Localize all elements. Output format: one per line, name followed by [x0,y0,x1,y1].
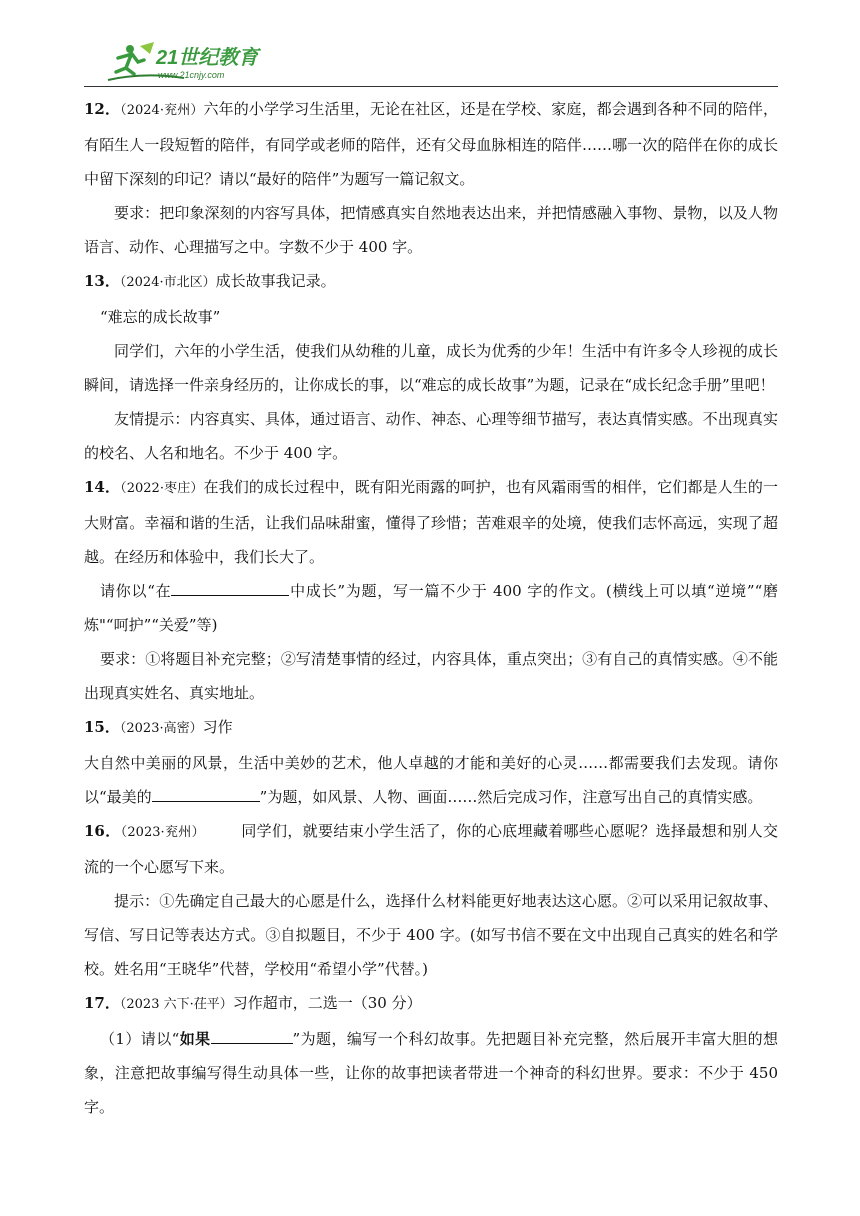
question-number: 17． [84,994,120,1012]
question-number: 13． [84,272,120,290]
question-17 [84,986,778,1022]
logo [104,40,284,84]
prompt-text-end: 中成长”为题，写一篇不少于 400 字的作文。(横线上可以填“逆境”“磨炼"“呵护”“关爱”等) [84,582,778,634]
logo-graphic [104,40,284,84]
question-requirement: 要求：①将题目补充完整；②写清楚事情的经过，内容具体，重点突出；③有自己的真情实感。④不能出现真实姓名、真实地址。 [84,650,778,702]
question-text: 同学们，就要结束小学生活了，你的心底埋藏着哪些心愿呢？选择最想和别人交流的一个心愿写下来。 [84,822,778,876]
prompt-text-end: ”为题，如风景、人物、画面……然后完成习作，注意写出自己的真情实感。 [259,788,763,806]
question-text: 在我们的成长过程中，既有阳光雨露的呵护，也有风霜雨雪的相伴，它们都是人生的一大财富。幸福和谐的生活，让我们品味甜蜜，懂得了珍惜；苦难艰辛的处境，使我们志怀高远，实现了超越。在经历和体验中，我们长大了。 [84,478,779,566]
prompt-bold-word: 如果 [179,1030,211,1048]
question-source: （2023 六下·茌平） [119,997,233,1012]
question-text: 成长故事我记录。 [215,272,336,290]
question-number: 15． [84,718,120,736]
question-12 [84,92,778,196]
question-prompt [84,746,778,814]
question-source: （2023·兖州） [120,825,205,840]
question-option-1 [84,1022,778,1124]
prompt-text-start: （1）请以“ [100,1030,180,1048]
svg-text:www.21cnjy.com: www.21cnjy.com [158,70,225,80]
question-text: 习作 [202,718,233,736]
question-prompt [84,574,778,642]
prompt-text-start: 大自然中美丽的风景，生活中美妙的艺术，他人卓越的才能和美好的心灵……都需要我们去发现。请你以“最美的 [84,754,778,806]
question-tip: 友情提示：内容真实、具体，通过语言、动作、神态、心理等细节描写，表达真情实感。不出现真实的校名、人名和地名。不少于 400 字。 [84,410,778,462]
question-tip: 提示：①先确定自己最大的心愿是什么，选择什么材料能更好地表达这心愿。②可以采用记叙故事、写信、写日记等表达方式。③自拟题目，不少于 400 字。(如写书信不要在文中出现自己真实的姓名和学校。姓名用“王晓华”代替，学校用“希望小学”代替。) [84,892,778,978]
fill-blank [152,801,260,802]
question-source: （2024·市北区） [119,275,216,290]
fill-blank [211,1043,293,1044]
question-13 [84,264,778,300]
essay-title: “难忘的成长故事” [100,308,221,326]
page-header [84,38,778,87]
question-15 [84,710,778,746]
prompt-text-end: ”为题，编写一个科幻故事。先把题目补充完整，然后展开丰富大胆的想象，注意把故事编写得生动具体一些，让你的故事把读者带进一个神奇的科幻世界。要求：不少于 450 字。 [84,1030,778,1116]
question-number: 12． [84,100,121,118]
svg-text:21世纪教育: 21世纪教育 [156,47,259,69]
question-requirement: 要求：把印象深刻的内容写具体，把情感真实自然地表达出来，并把情感融入事物、景物，以及人物语言、动作、心理描写之中。字数不少于 400 字。 [84,204,778,256]
question-number: 14． [84,478,121,496]
question-source: （2023·高密） [119,721,203,736]
question-14 [84,470,778,574]
question-text: 六年的小学学习生活里，无论在社区，还是在学校、家庭，都会遇到各种不同的陪伴，有陌生人一段短暂的陪伴，有同学或老师的陪伴，还有父母血脉相连的陪伴……哪一次的陪伴在你的成长中留下深刻的印记？请以“最好的陪伴”为题写一篇记叙文。 [84,100,779,188]
question-source: （2022·枣庄） [120,481,204,496]
question-16 [84,814,778,884]
fill-blank [171,595,289,596]
document-body [84,92,778,1124]
question-paragraph: 同学们，六年的小学生活，使我们从幼稚的儿童，成长为优秀的少年！生活中有许多令人珍视的成长瞬间，请选择一件亲身经历的，让你成长的事，以“难忘的成长故事”为题，记录在“成长纪念手册”里吧！ [84,342,778,394]
question-number: 16． [84,822,121,840]
question-source: （2024·兖州） [120,103,204,118]
question-text: 习作超市，二选一（30 分） [232,994,422,1012]
prompt-text-start: 请你以“在 [100,582,172,600]
